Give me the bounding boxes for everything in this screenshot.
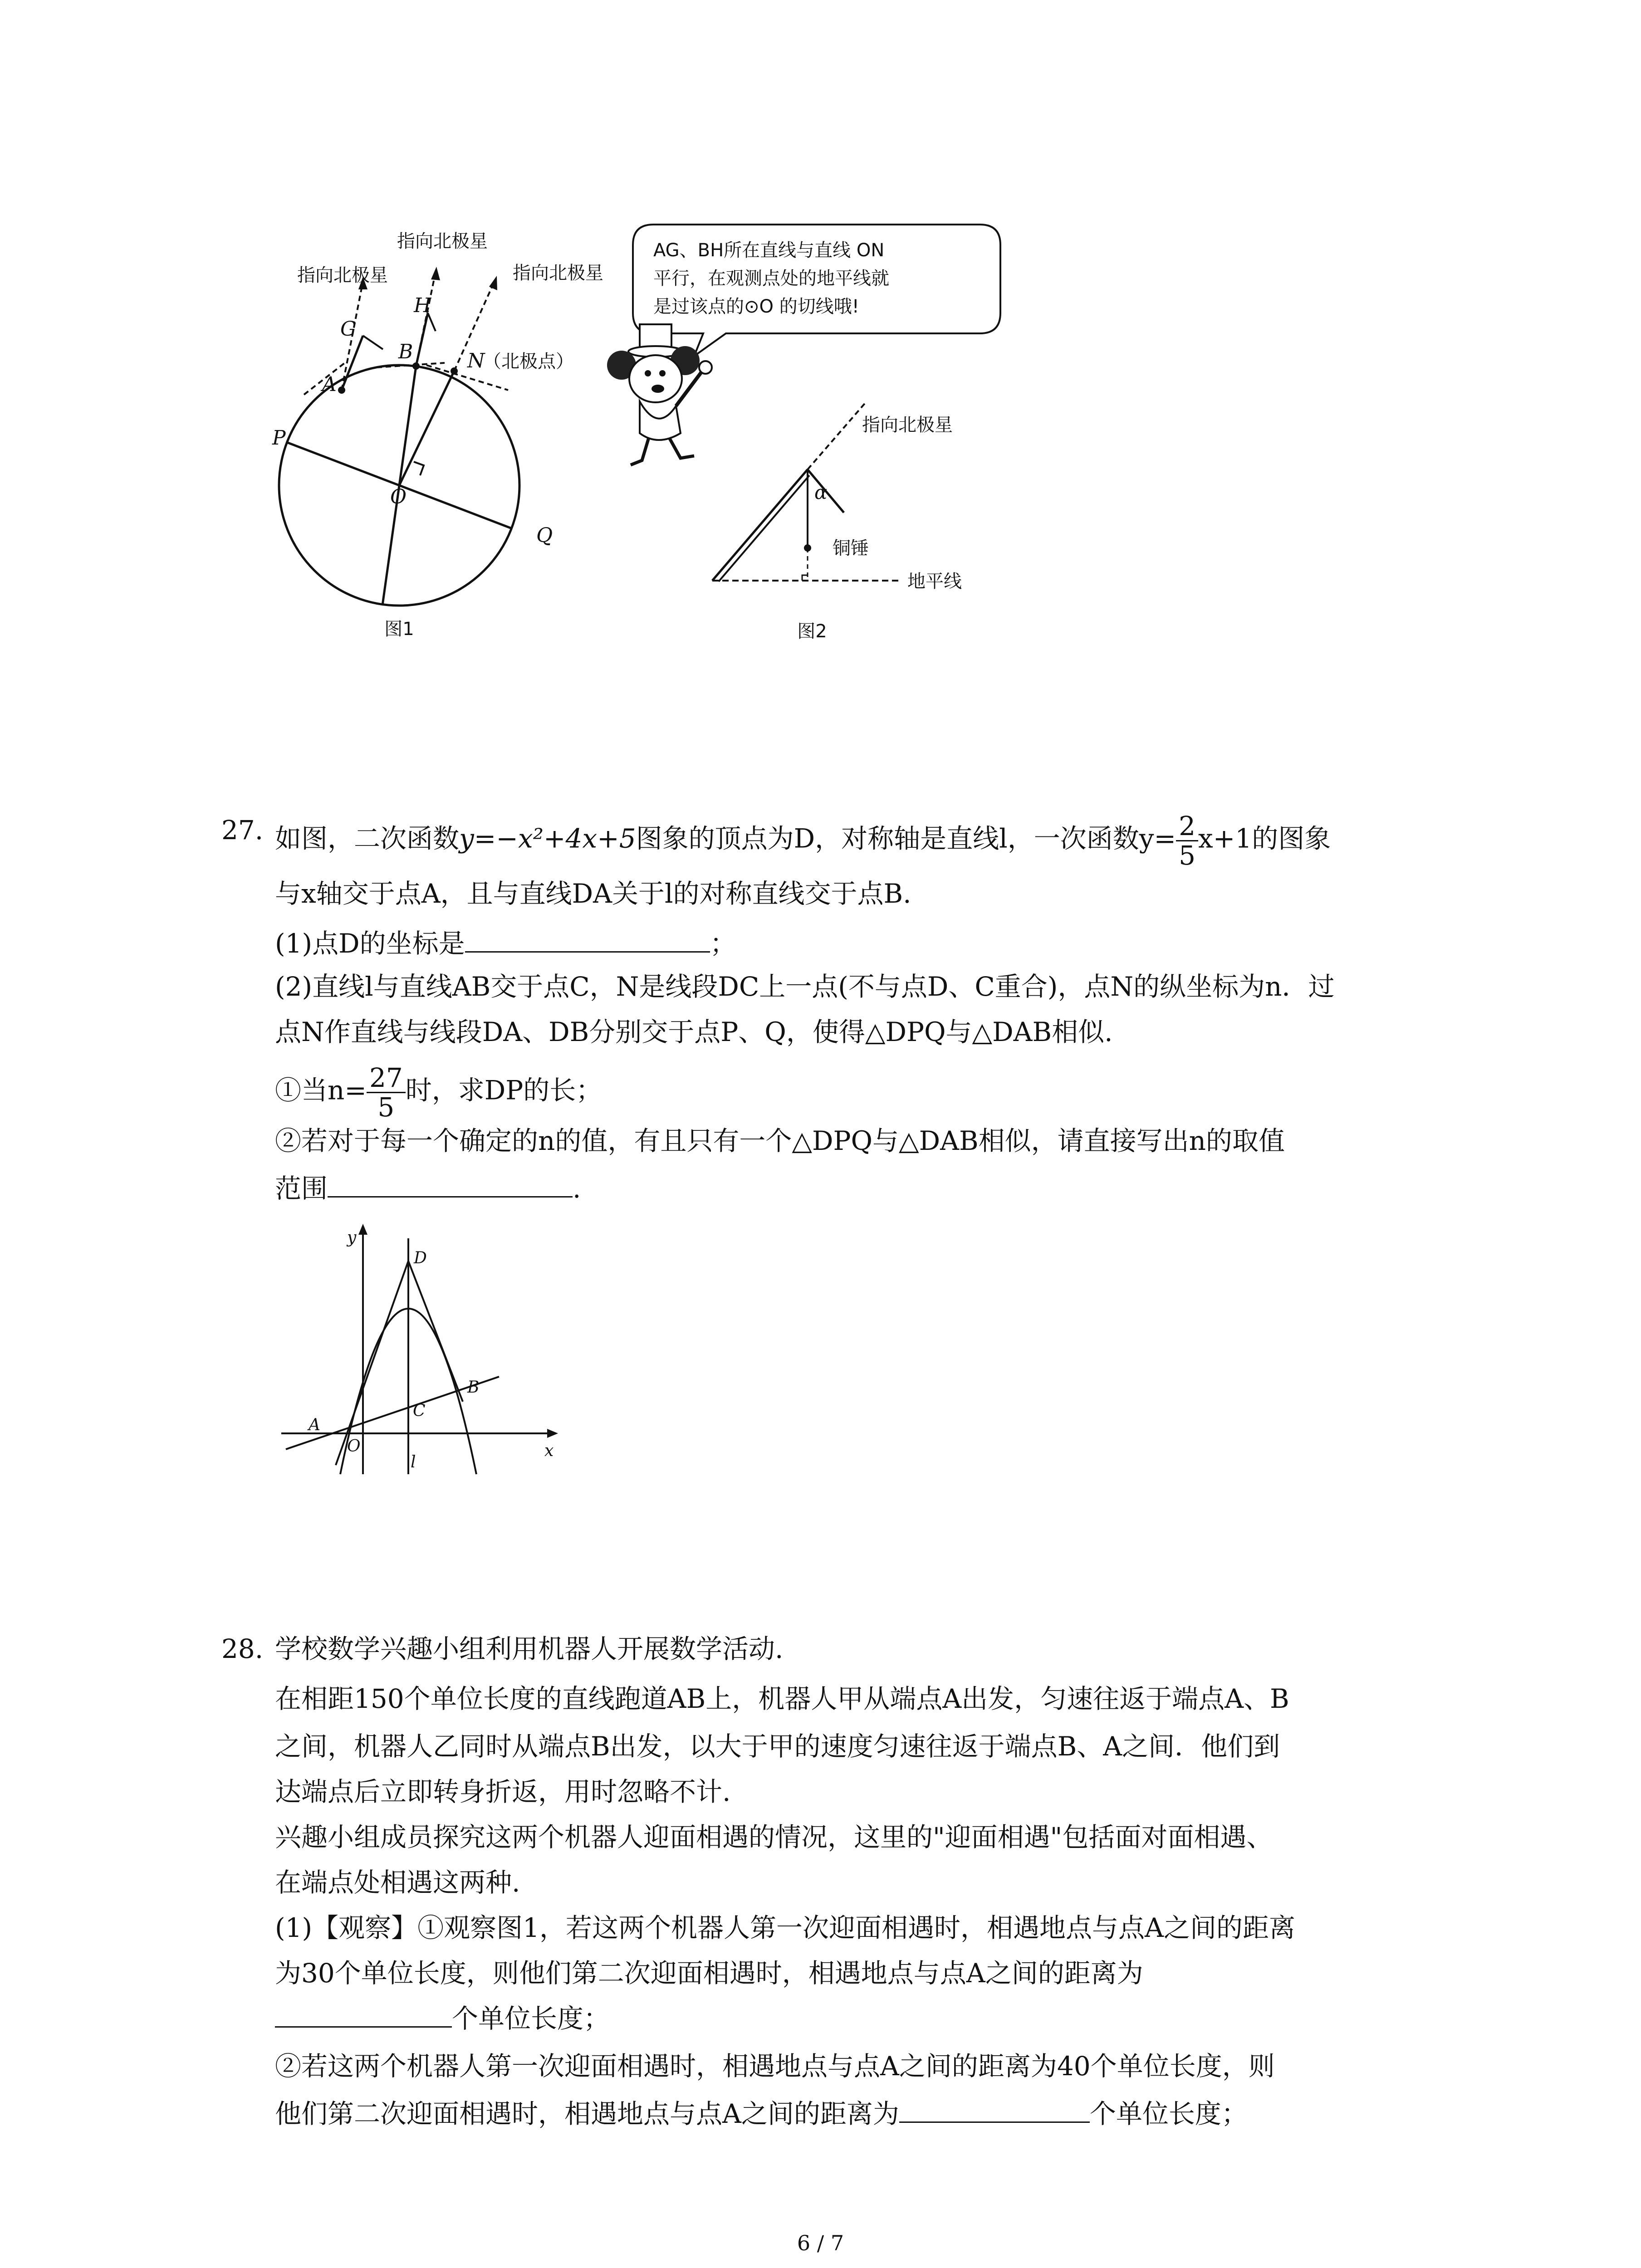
answer-blank-observe-2[interactable]	[899, 2096, 1090, 2123]
bubble-line-1: AG、BH所在直线与直线 ON	[653, 240, 885, 261]
q27-line6-a: ①当n=	[275, 1075, 367, 1106]
figure-2	[699, 415, 1016, 644]
point-a-dot	[338, 386, 345, 394]
q27-line-1	[275, 812, 1331, 870]
y-axis-arrow	[358, 1224, 367, 1235]
q28-line-10: ②若这两个机器人第一次迎面相遇时，相遇地点与点A之间的距离为40个单位长度，则	[275, 2051, 1275, 2082]
graph-label-o: O	[347, 1437, 361, 1456]
arrow-b	[431, 267, 440, 280]
right-angle-mark	[414, 462, 424, 475]
label-q: Q	[536, 524, 553, 547]
label-polaris-c: 指向北极星	[513, 263, 603, 284]
point-n-dot	[451, 367, 458, 375]
label-horizon: 地平线	[907, 571, 962, 592]
q27-line1-b: y=−x²+4x+5	[459, 823, 636, 854]
x-axis-arrow	[547, 1429, 558, 1438]
label-polaris-fig2: 指向北极星	[862, 415, 953, 435]
q28-line-1: 学校数学兴趣小组利用机器人开展数学活动.	[275, 1633, 784, 1664]
line-db	[408, 1261, 463, 1402]
q27-number: 27.	[221, 815, 264, 846]
q28-line9-b: 个单位长度；	[452, 2003, 610, 2034]
q27-fraction-2	[367, 1064, 406, 1121]
q28-line-7: (1)【观察】①观察图1，若这两个机器人第一次迎面相遇时，相遇地点与点A之间的距离	[275, 1912, 1295, 1943]
q27-line3-a: (1)点D的坐标是	[275, 928, 465, 959]
q27-line1-a: 如图，二次函数	[275, 823, 460, 854]
frac1-den: 5	[1179, 840, 1195, 871]
q28-line11-b: 个单位长度；	[1089, 2098, 1248, 2129]
graph-label-b: B	[467, 1378, 480, 1397]
q28-line-11	[275, 2096, 1248, 2132]
q27-graph	[272, 1220, 572, 1488]
ray-ag	[342, 336, 363, 390]
q27-line-2: 与x轴交于点A，且与直线DA关于l的对称直线交于点B.	[275, 878, 911, 909]
q27-line-6	[275, 1064, 602, 1121]
q27-line-3	[275, 925, 736, 962]
bubble-line-2: 平行，在观测点处的地平线就	[653, 268, 889, 289]
answer-blank-d[interactable]	[465, 926, 710, 953]
q28-line-8: 为30个单位长度，则他们第二次迎面相遇时，相遇地点与点A之间的距离为	[275, 1958, 1143, 1989]
label-a: A	[322, 373, 337, 396]
sight-g	[363, 336, 383, 349]
q27-line-8	[275, 1170, 581, 1207]
answer-blank-n-range[interactable]	[328, 1171, 573, 1198]
q27-line3-b: ；	[710, 928, 736, 959]
label-n: N	[467, 349, 485, 372]
q28-number: 28.	[221, 1633, 264, 1664]
q28-line-5: 兴趣小组成员探究这两个机器人迎面相遇的情况，这里的"迎面相遇"包括面对面相遇、	[275, 1822, 1273, 1853]
point-b-dot	[412, 362, 420, 370]
q27-fraction-1	[1176, 812, 1198, 870]
arrow-n	[489, 276, 497, 290]
graph-label-a: A	[309, 1416, 320, 1434]
label-polaris-a: 指向北极星	[297, 265, 388, 286]
q27-line8-b: .	[573, 1173, 581, 1204]
ramp-left-inner	[719, 475, 809, 582]
q27-line8-a: 范围	[275, 1173, 328, 1204]
answer-blank-observe-1[interactable]	[275, 2001, 452, 2028]
cartoon-character-icon	[607, 324, 712, 465]
frac2-num: 27	[367, 1064, 406, 1093]
q27-line-5: 点N作直线与线段DA、DB分别交于点P、Q，使得△DPQ与△DAB相似.	[275, 1017, 1113, 1047]
label-h: H	[414, 294, 431, 317]
page-number: 6 / 7	[797, 2231, 844, 2255]
fig1-caption: 图1	[384, 619, 414, 640]
label-plumb: 铜锤	[833, 538, 869, 559]
label-polaris-b: 指向北极星	[397, 231, 488, 252]
fig2-caption: 图2	[797, 621, 827, 642]
frac2-den: 5	[377, 1092, 395, 1123]
q28-line-3: 之间，机器人乙同时从端点B出发，以大于甲的速度匀速往返于端点B、A之间．他们到	[275, 1731, 1280, 1762]
label-north-pole: （北极点）	[483, 351, 574, 372]
graph-label-c: C	[413, 1402, 426, 1420]
label-g: G	[340, 318, 357, 341]
q27-line1-c: 图象的顶点为D，对称轴是直线l，一次函数y=	[636, 823, 1176, 854]
q27-line-7: ②若对于每一个确定的n的值，有且只有一个△DPQ与△DAB相似，请直接写出n的取值	[275, 1125, 1285, 1156]
q28-line11-a: 他们第二次迎面相遇时，相遇地点与点A之间的距离为	[275, 2098, 899, 2129]
graph-label-d: D	[414, 1249, 427, 1267]
q28-line-6: 在端点处相遇这两种.	[275, 1867, 520, 1898]
q28-line-9	[275, 2000, 610, 2037]
bubble-line-3: 是过该点的⊙O 的切线哦!	[653, 296, 859, 317]
label-o: O	[390, 485, 407, 508]
ray-b-polaris	[416, 272, 436, 366]
line-da	[336, 1261, 408, 1465]
label-p: P	[272, 426, 286, 450]
graph-label-y: y	[347, 1228, 357, 1247]
q28-line-4: 达端点后立即转身折返，用时忽略不计.	[275, 1776, 731, 1807]
frac1-num: 2	[1176, 812, 1198, 841]
plumb-bob	[804, 544, 811, 552]
graph-label-x: x	[544, 1442, 554, 1460]
label-alpha: α	[814, 481, 828, 503]
q27-line6-b: 时，求DP的长；	[405, 1075, 603, 1106]
label-b: B	[398, 340, 413, 363]
q28-line-2: 在相距150个单位长度的直线跑道AB上，机器人甲从端点A出发，匀速往返于端点A、B	[275, 1683, 1289, 1714]
q27-line-4: (2)直线l与直线AB交于点C，N是线段DC上一点(不与点D、C重合)，点N的纵坐标为n．过	[275, 971, 1335, 1002]
figure-1	[254, 213, 626, 649]
ramp-left	[712, 469, 808, 581]
q27-line1-d: x+1的图象	[1198, 823, 1331, 854]
graph-label-l: l	[411, 1453, 416, 1471]
